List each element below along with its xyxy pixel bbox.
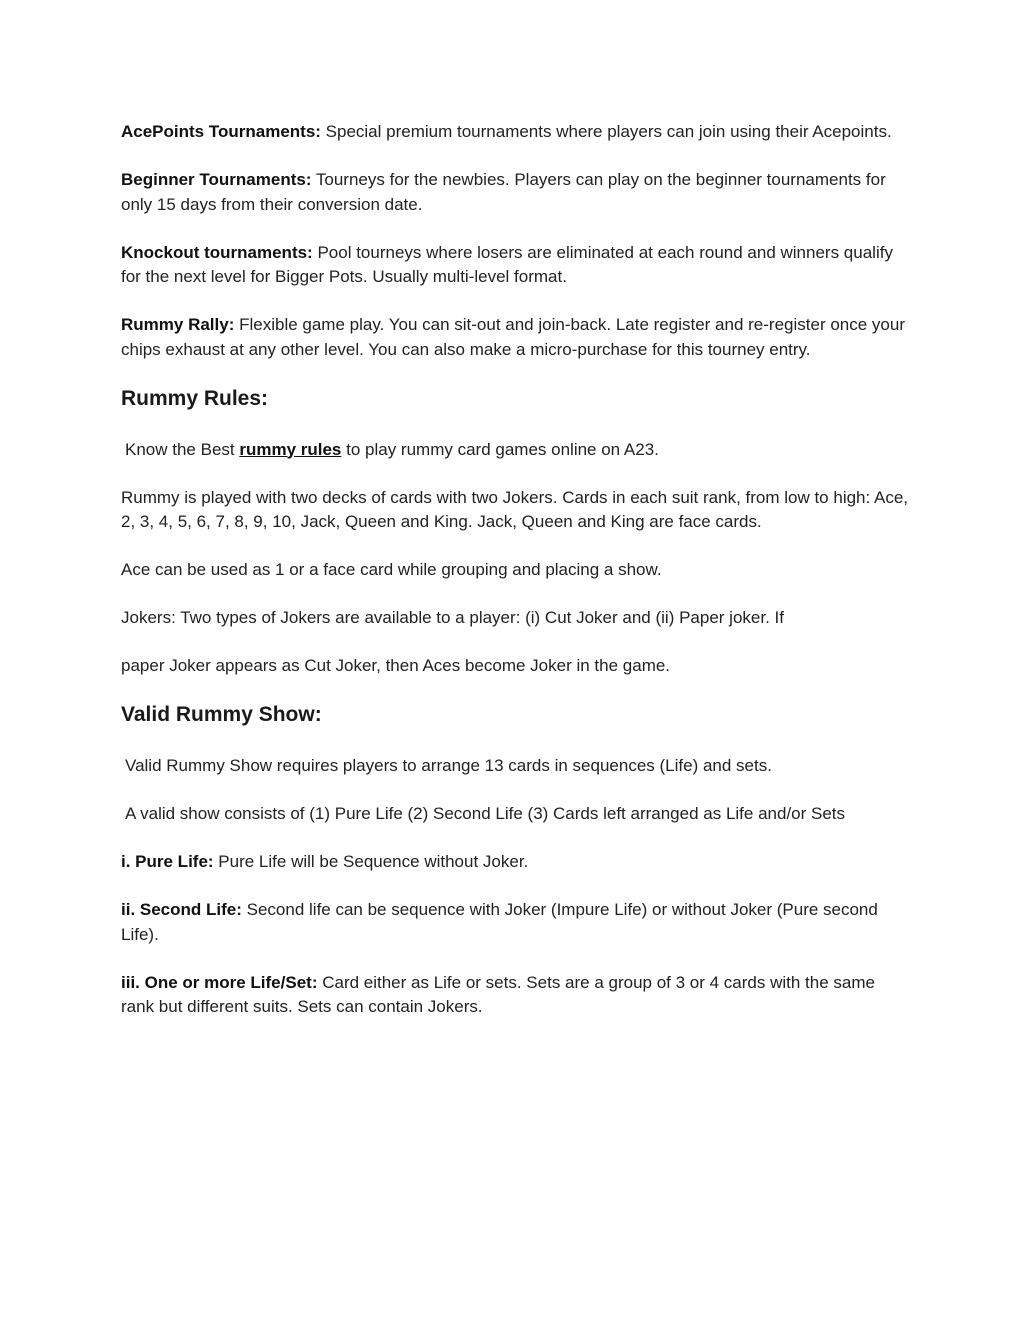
- show-intro: A valid show consists of (1) Pure Life (2) Second Life (3) Cards left arranged as Life and/or Sets: [125, 804, 846, 823]
- tournament-label: Beginner Tournaments:: [121, 170, 312, 189]
- rules-paragraph: Ace can be used as 1 or a face card while grouping and placing a show.: [121, 560, 662, 579]
- tournament-text: Flexible game play. You can sit-out and join-back. Late register and re-register once your chips exhaust at any other level. You can also make a micro-purchase for this tourney entry.: [121, 315, 905, 359]
- intro-text-after: to play rummy card games online on A23.: [341, 439, 659, 459]
- rules-paragraph: Rummy is played with two decks of cards with two Jokers. Cards in each suit rank, from low to high: Ace, 2, 3, 4, 5, 6, 7, 8, 9, 10, Jack, Queen and King. Jack, Queen and King are face cards.: [121, 487, 909, 531]
- tournament-acepoints: [121, 120, 911, 145]
- show-item-pure-life: [121, 850, 911, 875]
- show-item-label: iii. One or more Life/Set:: [121, 972, 318, 992]
- show-item-text: Card either as Life or sets. Sets are a group of 3 or 4 cards with the same rank but different suits. Sets can contain Jokers.: [121, 972, 875, 1016]
- tournament-rummy-rally: [121, 313, 911, 362]
- tournament-text: Pool tourneys where losers are eliminated at each round and winners qualify for the next level for Bigger Pots. Usually multi-level format.: [121, 242, 893, 286]
- show-item-text: Pure Life will be Sequence without Joker.: [213, 852, 529, 871]
- tournament-label: AcePoints Tournaments:: [121, 122, 321, 141]
- show-item-label: i. Pure Life:: [121, 852, 214, 871]
- show-intro: Valid Rummy Show requires players to arrange 13 cards in sequences (Life) and sets.: [125, 756, 772, 775]
- show-item-label: ii. Second Life:: [121, 900, 242, 919]
- rummy-rules-link[interactable]: rummy rules: [239, 439, 342, 459]
- tournament-beginner: [121, 168, 911, 217]
- tournament-text: Special premium tournaments where players can join using their Acepoints.: [320, 122, 892, 141]
- valid-rummy-show-heading: Valid Rummy Show:: [121, 703, 322, 726]
- document-page: [121, 120, 911, 1043]
- tournament-label: Rummy Rally:: [121, 315, 235, 334]
- show-item-text: Second life can be sequence with Joker (Impure Life) or without Joker (Pure second Life).: [121, 900, 878, 944]
- rules-paragraph: Jokers: Two types of Jokers are available to a player: (i) Cut Joker and (ii) Paper joker. If: [121, 608, 784, 627]
- tournament-knockout: [121, 241, 911, 290]
- tournament-label: Knockout tournaments:: [121, 242, 313, 262]
- rules-paragraph: paper Joker appears as Cut Joker, then Aces become Joker in the game.: [121, 656, 671, 675]
- show-item-second-life: [121, 898, 911, 947]
- show-item-life-set: [121, 971, 911, 1020]
- rummy-rules-intro: [121, 438, 911, 463]
- tournament-text: Tourneys for the newbies. Players can play on the beginner tournaments for only 15 days from their conversion date.: [121, 170, 886, 214]
- intro-text-before: Know the Best: [125, 439, 240, 459]
- rummy-rules-heading: Rummy Rules:: [121, 386, 269, 410]
